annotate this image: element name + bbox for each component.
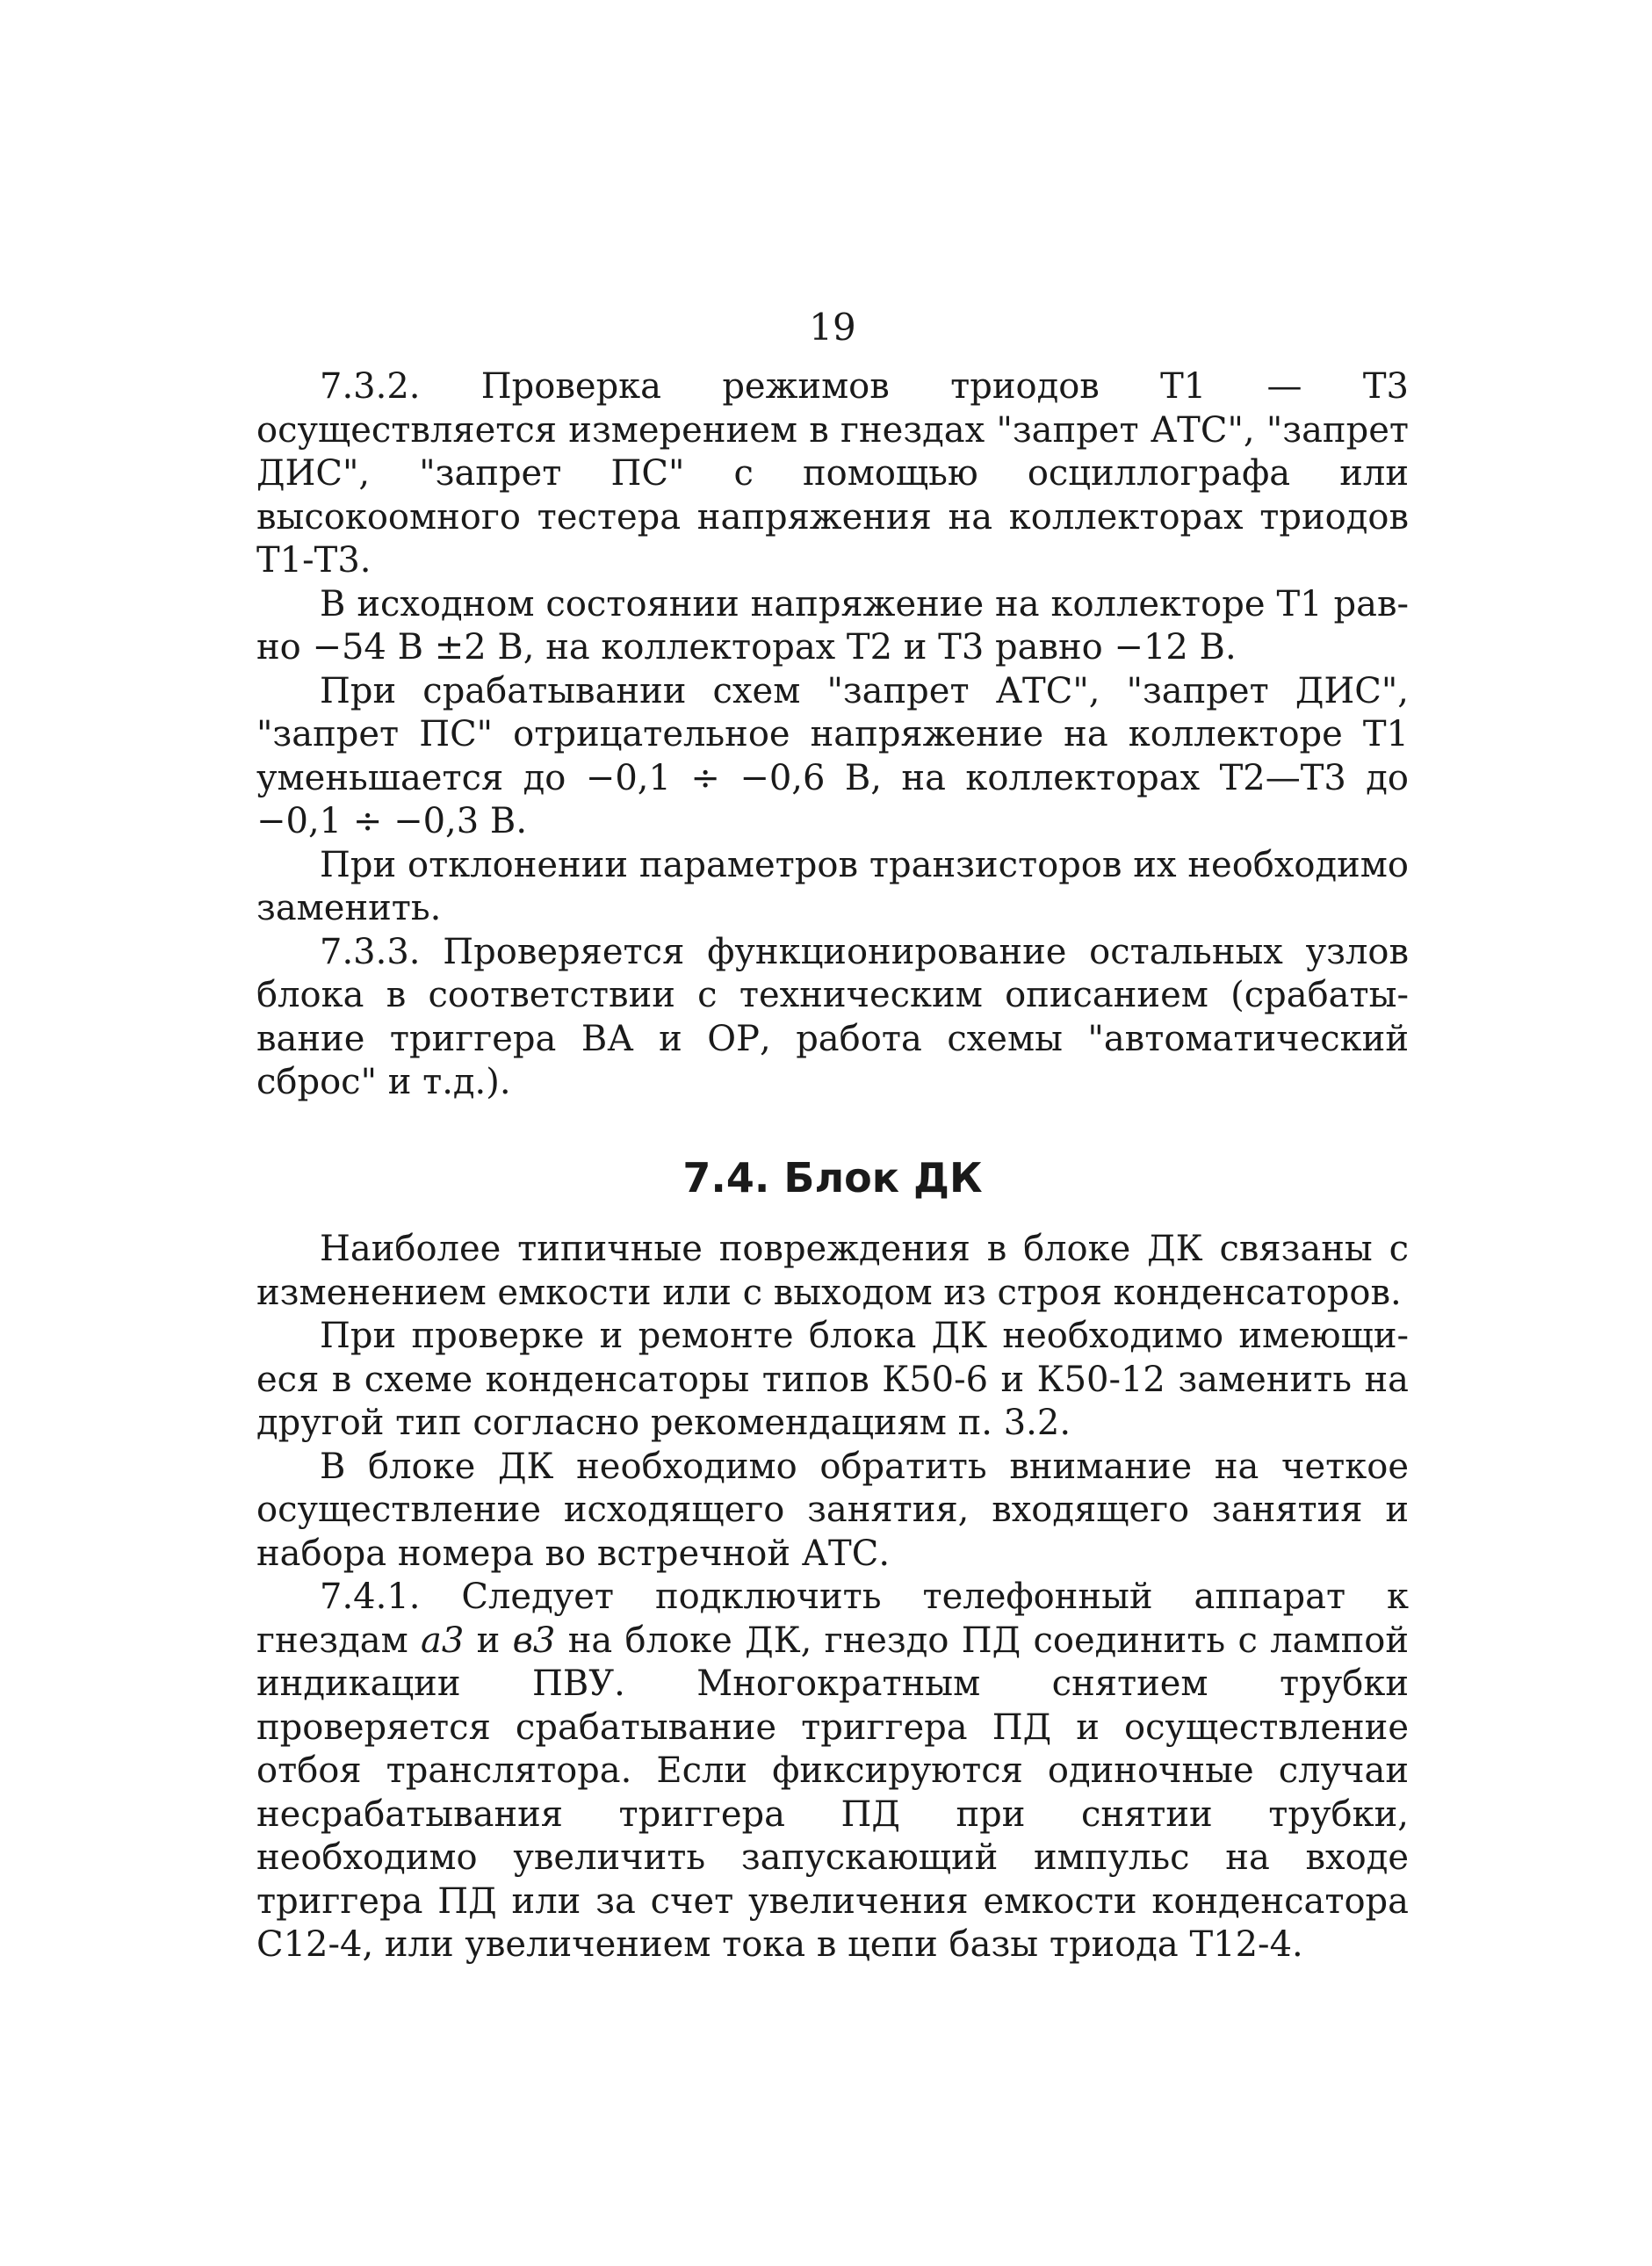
paragraph-typical-damage: Наиболее типичные повреждения в блоке ДК связаны с изменением емкости или с выходом из строя конденсаторов. [256,1229,1409,1313]
section-7-4-text [256,1228,1409,1967]
section-heading-7-4: 7.4. Блок ДК [682,1154,983,1202]
paragraph-7-4-1-rest: на блоке ДК, гнездо ПД соединить с лампой индикации ПВУ. Многократным снятием трубки проверяется срабатывание триггера ПД и осуществление отбоя транслятора. Если фиксируются одиночные случаи несрабатывания триггера ПД при снятии трубки, необходимо увеличить запускающий импульс на входе триггера ПД или за счет увеличения емкости конденсатора С12-4, или увеличением тока в цепи базы триода Т12-4. [256,1620,1409,1965]
paragraph-attention: В блоке ДК необходимо обратить внимание на четкое осуществление исходящего занятия, входящего занятия и набора номера во встречной АТС. [256,1446,1409,1574]
paragraph-deviation: При отклонении параметров транзисторов их необходимо заменить. [256,844,1409,928]
paragraph-triggering: При срабатывании схем "запрет АТС", "запрет ДИС", "запрет ПС" отрицательное напряжение на коллекторе Т1 уменьшается до −0,1 ÷ −0,6 В, на коллекторах Т2—Т3 до −0,1 ÷ −0,3 В. [256,670,1409,841]
paragraph-initial-state: В исходном состоянии напряжение на коллекторе Т1 равно −54 В ±2 В, на коллекторах Т2 и Т3 равно −12 В. [256,583,1409,668]
page-number: 19 [809,306,856,349]
jack-v3: в3 [512,1620,556,1661]
paragraph-7-3-3: 7.3.3. Проверяется функционирование остальных узлов блока в соответствии с техническим описанием (срабатывание триггера ВА и ОР, работа схемы "автоматический сброс" и т.д.). [256,931,1409,1102]
section-7-3-text [256,365,1409,1105]
jack-a3: а3 [421,1620,465,1661]
paragraph-capacitor-replacement: При проверке и ремонте блока ДК необходимо имеющиеся в схеме конденсаторы типов К50-6 и К50-12 заменить на другой тип согласно рекомендациям п. 3.2. [256,1316,1409,1443]
paragraph-7-4-1 [256,1576,1409,1967]
document-page [256,0,1409,2266]
paragraph-7-4-1-and: и [464,1620,513,1661]
paragraph-7-4-1-start: 7.4.1. Следует подключить телефонный аппарат к гнездам [256,1577,1409,1661]
paragraph-7-3-2: 7.3.2. Проверка режимов триодов Т1 — Т3 осуществляется измерением в гнездах "запрет АТС", "запрет ДИС", "запрет ПС" с помощью осциллографа или высокоомного тестера напряжения на коллекторах триодов Т1-Т3. [256,366,1409,581]
